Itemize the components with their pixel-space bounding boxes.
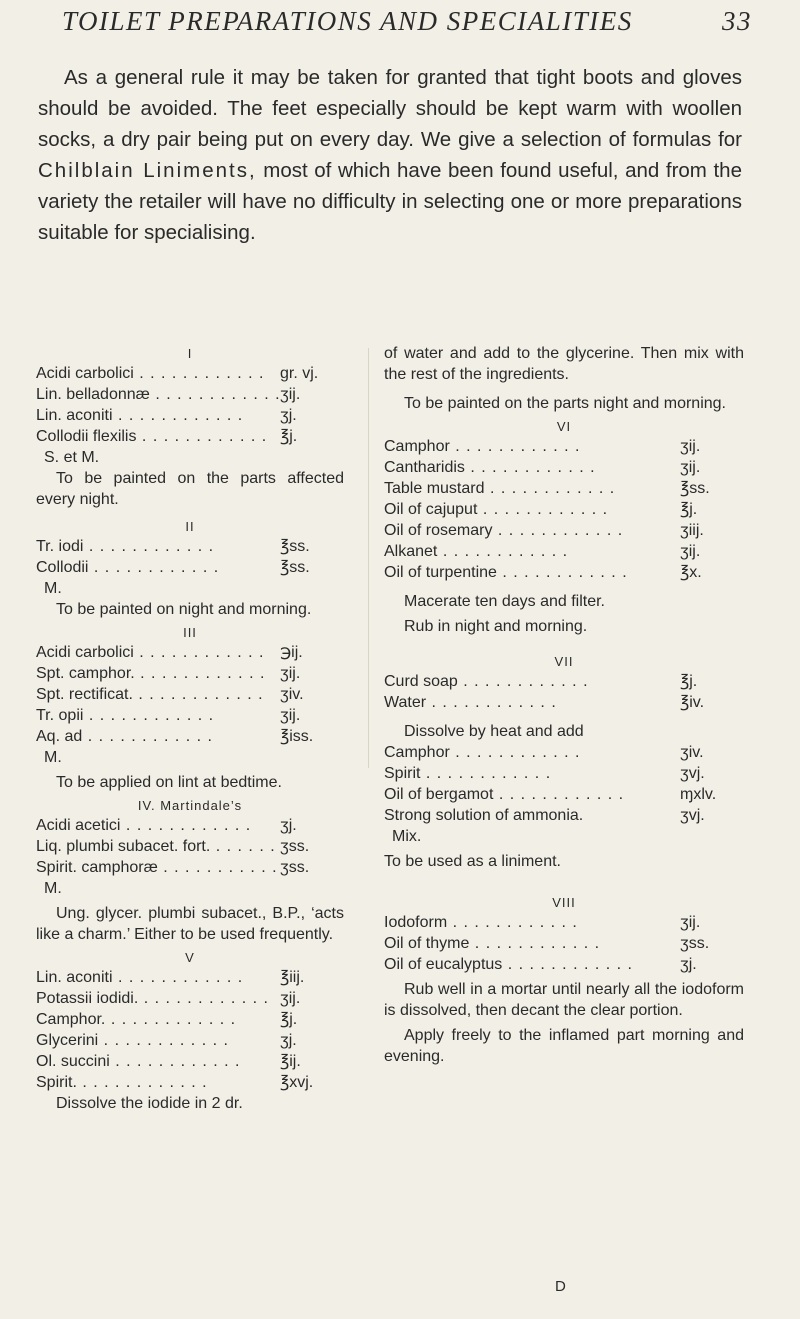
ingredient-name: Spt. camphor. . . xyxy=(36,663,280,684)
intro-paragraph xyxy=(38,62,742,248)
ingredient-qty: ℈ij. xyxy=(280,644,303,661)
ingredient-name: Alkanet . . xyxy=(384,541,680,562)
page-number: 33 xyxy=(722,6,752,36)
ingredient-name: Collodii . . xyxy=(36,557,280,578)
formula-row xyxy=(36,663,344,684)
ingredient-qty: ʒiv. xyxy=(280,686,304,703)
formula-row xyxy=(384,933,744,954)
ingredient-name: Lin. belladonnæ . . xyxy=(36,384,280,405)
formula-row xyxy=(36,363,344,384)
ingredient-name: Collodii flexilis . . xyxy=(36,426,280,447)
formula-3-note: To be applied on lint at bedtime. xyxy=(56,774,282,791)
ingredient-qty: ℥iij. xyxy=(280,969,305,986)
ingredient-qty: ʒj. xyxy=(280,407,297,424)
continued-text: of water and add to the glycerine. Then mix with the rest of the ingredients. xyxy=(384,345,744,383)
formula-row xyxy=(384,562,744,583)
formula-row xyxy=(36,557,344,578)
formula-4-sig: M. xyxy=(44,880,62,897)
ingredient-qty: ℥xvj. xyxy=(280,1074,314,1091)
formula-row xyxy=(36,726,344,747)
ingredient-qty: ʒvj. xyxy=(680,807,705,824)
formula-row xyxy=(36,684,344,705)
formula-6-list xyxy=(384,436,744,583)
ingredient-qty: ʒij. xyxy=(680,438,701,455)
formula-6-numeral: VI xyxy=(556,419,572,434)
formula-8-note-1: Rub well in a mortar until nearly all the iodoform is dissolved, then decant the clear portion. xyxy=(384,981,744,1019)
ingredient-qty: ʒss. xyxy=(680,935,710,952)
ingredient-name: Strong solution of ammonia. xyxy=(384,807,584,824)
ingredient-qty: gr. vj. xyxy=(280,365,319,382)
formula-7-list-2 xyxy=(384,742,744,826)
ingredient-qty: ℥ss. xyxy=(680,480,710,497)
formula-row xyxy=(384,912,744,933)
formula-row xyxy=(36,836,344,857)
ingredient-name: Potassii iodidi. . . xyxy=(36,988,280,1009)
ingredient-name: Spirit. camphoræ . . xyxy=(36,857,280,878)
formula-3-numeral: III xyxy=(183,625,197,640)
formula-row xyxy=(36,815,344,836)
ingredient-qty: ℥ss. xyxy=(280,538,310,555)
ingredient-name: Curd soap . . xyxy=(384,671,680,692)
formula-7-numeral: VII xyxy=(554,654,574,669)
ingredient-qty: ℥x. xyxy=(680,564,702,581)
column-divider xyxy=(368,348,369,768)
formula-2-numeral: II xyxy=(185,519,195,534)
formula-row xyxy=(36,705,344,726)
ingredient-qty: ℥j. xyxy=(280,1011,298,1028)
ingredient-name: Camphor. . . xyxy=(36,1009,280,1030)
formula-6-note-2: Rub in night and morning. xyxy=(404,618,588,635)
formula-row xyxy=(384,541,744,562)
ingredient-qty: ɱxlv. xyxy=(680,786,717,803)
formula-4-list xyxy=(36,815,344,878)
formula-4-note: Ung. glycer. plumbi subacet., B.P., ‘acts like a charm.’ Either to be used frequently. xyxy=(36,905,344,943)
formula-8-note-2: Apply freely to the inflamed part morning and evening. xyxy=(384,1027,744,1065)
formula-7-mid: Dissolve by heat and add xyxy=(404,723,584,740)
ingredient-name: Aq. ad . . xyxy=(36,726,280,747)
ingredient-name: Tr. iodi . . xyxy=(36,536,280,557)
formula-2-list xyxy=(36,536,344,578)
formula-3-sig: M. xyxy=(44,749,62,766)
formula-7-list xyxy=(384,671,744,713)
ingredient-qty: ʒiv. xyxy=(680,744,704,761)
ingredient-qty: ℥ss. xyxy=(280,559,310,576)
ingredient-qty: ℥j. xyxy=(680,673,698,690)
formula-row xyxy=(384,671,744,692)
formula-5-note: Dissolve the iodide in 2 dr. xyxy=(56,1095,243,1112)
ingredient-name: Oil of rosemary . . xyxy=(384,520,680,541)
ingredient-qty: ʒij. xyxy=(280,665,301,682)
formula-row xyxy=(36,1051,344,1072)
formula-1-note: To be painted on the parts affected every night. xyxy=(36,470,344,508)
formula-row xyxy=(36,536,344,557)
formula-row xyxy=(384,436,744,457)
ingredient-qty: ʒij. xyxy=(280,707,301,724)
ingredient-name: Glycerini . . xyxy=(36,1030,280,1051)
ingredient-name: Ol. succini . . xyxy=(36,1051,280,1072)
ingredient-name: Lin. aconiti . . xyxy=(36,967,280,988)
formula-7-sig: Mix. xyxy=(392,828,422,845)
formula-3-list xyxy=(36,642,344,747)
formula-row xyxy=(384,805,744,826)
ingredient-name: Iodoform . . xyxy=(384,912,680,933)
ingredient-qty: ʒj. xyxy=(280,1032,297,1049)
signature-mark: D xyxy=(555,1278,566,1295)
ingredient-name: Acidi acetici . . xyxy=(36,815,280,836)
formula-1-list xyxy=(36,363,344,447)
formula-7-note: To be used as a liniment. xyxy=(384,853,561,870)
ingredient-qty: ℥ij. xyxy=(280,1053,301,1070)
formula-row xyxy=(384,954,744,975)
formula-1-numeral: I xyxy=(187,346,193,361)
ingredient-name: Spirit. . . xyxy=(36,1072,280,1093)
ingredient-qty: ʒij. xyxy=(680,914,701,931)
formula-4-numeral: IV. Martindale’s xyxy=(137,798,243,813)
ingredient-name: Oil of eucalyptus . . xyxy=(384,954,680,975)
ingredient-name: Liq. plumbi subacet. fort. . . xyxy=(36,836,280,857)
formula-2-sig: M. xyxy=(44,580,62,597)
ingredient-qty: ℥iv. xyxy=(680,694,705,711)
ingredient-name: Water . . xyxy=(384,692,680,713)
formula-row xyxy=(384,784,744,805)
formula-8-numeral: VIII xyxy=(552,895,576,910)
intro-text-before: As a general rule it may be taken for granted that tight boots and gloves should be avoided. The feet especially should be kept warm with woollen socks, a dry pair being put on every day. We give a selection of formulas for xyxy=(38,66,742,151)
right-column xyxy=(384,343,744,1067)
formula-row xyxy=(36,426,344,447)
ingredient-qty: ʒij. xyxy=(280,386,301,403)
ingredient-name: Spt. rectificat. . . xyxy=(36,684,280,705)
formula-row xyxy=(384,692,744,713)
formula-row xyxy=(36,384,344,405)
ingredient-name: Tr. opii . . xyxy=(36,705,280,726)
ingredient-name: Lin. aconiti . . xyxy=(36,405,280,426)
left-column xyxy=(36,345,344,1114)
ingredient-qty: ʒij. xyxy=(680,543,701,560)
running-header xyxy=(62,6,752,37)
ingredient-name: Acidi carbolici . . xyxy=(36,363,280,384)
formula-row xyxy=(36,988,344,1009)
formula-row xyxy=(36,1009,344,1030)
ingredient-name: Camphor . . xyxy=(384,436,680,457)
ingredient-qty: ʒj. xyxy=(280,817,297,834)
ingredient-name: Cantharidis . . xyxy=(384,457,680,478)
ingredient-qty: ℥iss. xyxy=(280,728,314,745)
ingredient-name: Oil of thyme . . xyxy=(384,933,680,954)
ingredient-name: Camphor . . xyxy=(384,742,680,763)
formula-row xyxy=(36,1030,344,1051)
formula-row xyxy=(384,520,744,541)
formula-5-numeral: V xyxy=(185,950,195,965)
ingredient-name: Table mustard . . xyxy=(384,478,680,499)
ingredient-qty: ℥j. xyxy=(680,501,698,518)
formula-8-list xyxy=(384,912,744,975)
ingredient-qty: ℥j. xyxy=(280,428,298,445)
formula-row xyxy=(384,478,744,499)
ingredient-qty: ʒiij. xyxy=(680,522,704,539)
formula-row xyxy=(36,1072,344,1093)
ingredient-qty: ʒij. xyxy=(280,990,301,1007)
formula-5-list xyxy=(36,967,344,1093)
formula-row xyxy=(36,967,344,988)
formula-row xyxy=(384,457,744,478)
ingredient-qty: ʒss. xyxy=(280,859,310,876)
ingredient-qty: ʒvj. xyxy=(680,765,705,782)
intro-text-after: most of which have been found useful, and from the variety the retailer will have no difficulty in selecting one or more preparations suitable for specialising. xyxy=(38,159,742,244)
ingredient-name: Oil of turpentine . . xyxy=(384,562,680,583)
formula-1-sig: S. et M. xyxy=(44,449,100,466)
formula-row xyxy=(384,742,744,763)
ingredient-qty: ʒj. xyxy=(680,956,697,973)
formula-row xyxy=(36,642,344,663)
formula-row xyxy=(36,405,344,426)
ingredient-name: Acidi carbolici . . xyxy=(36,642,280,663)
ingredient-qty: ʒij. xyxy=(680,459,701,476)
formula-2-note: To be painted on night and morning. xyxy=(56,601,312,618)
formula-row xyxy=(36,857,344,878)
ingredient-name: Spirit . . xyxy=(384,763,680,784)
formula-row xyxy=(384,499,744,520)
intro-emphasis: Chilblain Liniments, xyxy=(38,159,257,182)
ingredient-qty: ʒss. xyxy=(280,838,310,855)
ingredient-name: Oil of bergamot . . xyxy=(384,784,680,805)
formula-row xyxy=(384,763,744,784)
running-title: TOILET PREPARATIONS AND SPECIALITIES xyxy=(62,6,633,36)
continued-note: To be painted on the parts night and morning. xyxy=(404,395,726,412)
ingredient-name: Oil of cajuput . . xyxy=(384,499,680,520)
formula-6-note-1: Macerate ten days and filter. xyxy=(404,593,605,610)
